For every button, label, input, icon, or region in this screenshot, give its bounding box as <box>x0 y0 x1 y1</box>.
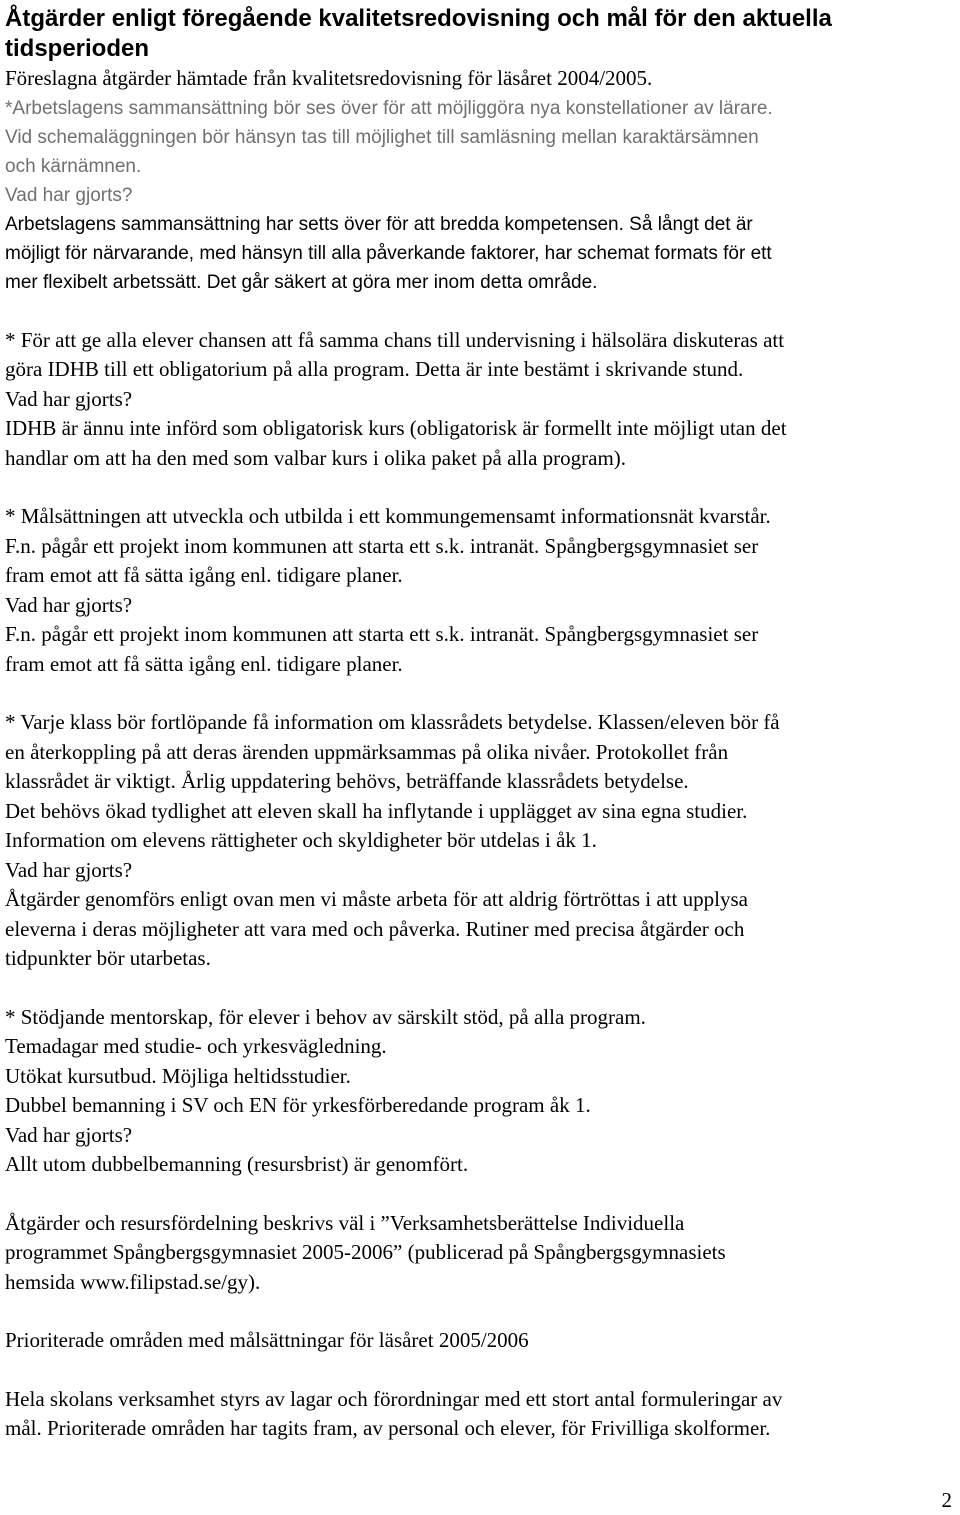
question-label: Vad har gjorts? <box>5 592 133 617</box>
question-label: Vad har gjorts? <box>5 857 133 882</box>
answer-text: Åtgärder genomförs enligt ovan men vi måste arbeta för att aldrig förtröttas i att upplysa eleverna i deras möjligheter att vara med och påverka. Rutiner med precisa åtgärder och tidpunkter bör utarbetas. <box>5 887 748 970</box>
measure-text: * Varje klass bör fortlöpande få information om klassrådets betydelse. Klassen/eleven bör få en återkoppling på att deras ärenden uppmärksammas på olika nivåer. Protokollet från klassrådet är viktigt. Årlig uppdatering behövs, beträffande klassrådets betydelse. Det behövs ökad tydlighet att eleven skall ha inflytande i upplägget av sina egna studier. Information om elevens rättigheter och skyldigheter bör utdelas i åk 1. <box>5 710 780 852</box>
closing-paragraph: Hela skolans verksamhet styrs av lagar och förordningar med ett stort antal formuleringar av mål. Prioriterade områden har tagits fram, av personal och elever, för Frivilliga skolformer. <box>5 1386 783 1440</box>
section-mentorship <box>5 1003 950 1180</box>
measure-text: *Arbetslagens sammansättning bör ses över för att möjliggöra nya konstellationer av lärare. Vid schemaläggningen bör hänsyn tas till möjlighet till samläsning mellan karaktärsämnen och kärnämnen. <box>5 97 773 177</box>
title-line: tidsperioden <box>5 35 150 62</box>
question-label: Vad har gjorts? <box>5 1122 133 1147</box>
summary-paragraph: Åtgärder och resursfördelning beskrivs väl i ”Verksamhetsberättelse Individuella programmet Spångbergsgymnasiet 2005-2006” (publicerad på Spångbergsgymnasiets hemsida www.filipstad.se/gy). <box>5 1210 726 1294</box>
measure-text: * För att ge alla elever chansen att få samma chans till undervisning i hälsolära diskuteras att göra IDHB till ett obligatorium på alla program. Detta är inte bestämt i skrivande stund. <box>5 327 785 381</box>
page-title <box>5 4 950 64</box>
paragraph-gap <box>5 1180 950 1209</box>
paragraph-gap <box>5 1356 950 1385</box>
question-label: Vad har gjorts? <box>5 184 133 206</box>
document-page <box>5 4 950 1444</box>
answer-text: Allt utom dubbelbemanning (resursbrist) är genomfört. <box>5 1152 469 1176</box>
paragraph-gap <box>5 297 950 326</box>
page-number: 2 <box>941 1488 952 1512</box>
section-class-council <box>5 708 950 974</box>
answer-text: IDHB är ännu inte införd som obligatorisk kurs (obligatorisk är formellt inte möjligt utan det handlar om att ha den med som valbar kurs i olika paket på alla program). <box>5 416 787 470</box>
measure-text: * Stödjande mentorskap, för elever i behov av särskilt stöd, på alla program. Temadagar med studie- och yrkesvägledning. Utökat kursutbud. Möjliga heltidsstudier. Dubbel bemanning i SV och EN för yrkesförberedande program åk 1. <box>5 1004 646 1117</box>
paragraph-gap <box>5 974 950 1003</box>
question-label: Vad har gjorts? <box>5 386 133 411</box>
paragraph-gap <box>5 679 950 708</box>
measure-text: * Målsättningen att utveckla och utbilda i ett kommungemensamt informationsnät kvarstår. F.n. pågår ett projekt inom kommunen att starta ett s.k. intranät. Spångbergsgymnasiet ser fram emot att få sätta igång enl. tidigare planer. <box>5 504 771 587</box>
section-information-network <box>5 502 950 679</box>
intro-paragraph: Föreslagna åtgärder hämtade från kvalitetsredovisning för läsåret 2004/2005. <box>5 66 653 90</box>
answer-text: F.n. pågår ett projekt inom kommunen att starta ett s.k. intranät. Spångbergsgymnasiet ser fram emot att få sätta igång enl. tidigare planer. <box>5 622 759 676</box>
title-line: Åtgärder enligt föregående kvalitetsredovisning och mål för den aktuella <box>5 5 832 32</box>
paragraph-gap <box>5 1297 950 1326</box>
section-work-teams <box>5 94 950 297</box>
section-health-education <box>5 326 950 474</box>
answer-text: Arbetslagens sammansättning har setts över för att bredda kompetensen. Så långt det är möjligt för närvarande, med hänsyn till alla påverkande faktorer, har schemat formats för ett mer flexibelt arbetssätt. Det går säkert at göra mer inom detta område. <box>5 213 772 293</box>
priorities-heading: Prioriterade områden med målsättningar för läsåret 2005/2006 <box>5 1328 529 1352</box>
paragraph-gap <box>5 473 950 502</box>
